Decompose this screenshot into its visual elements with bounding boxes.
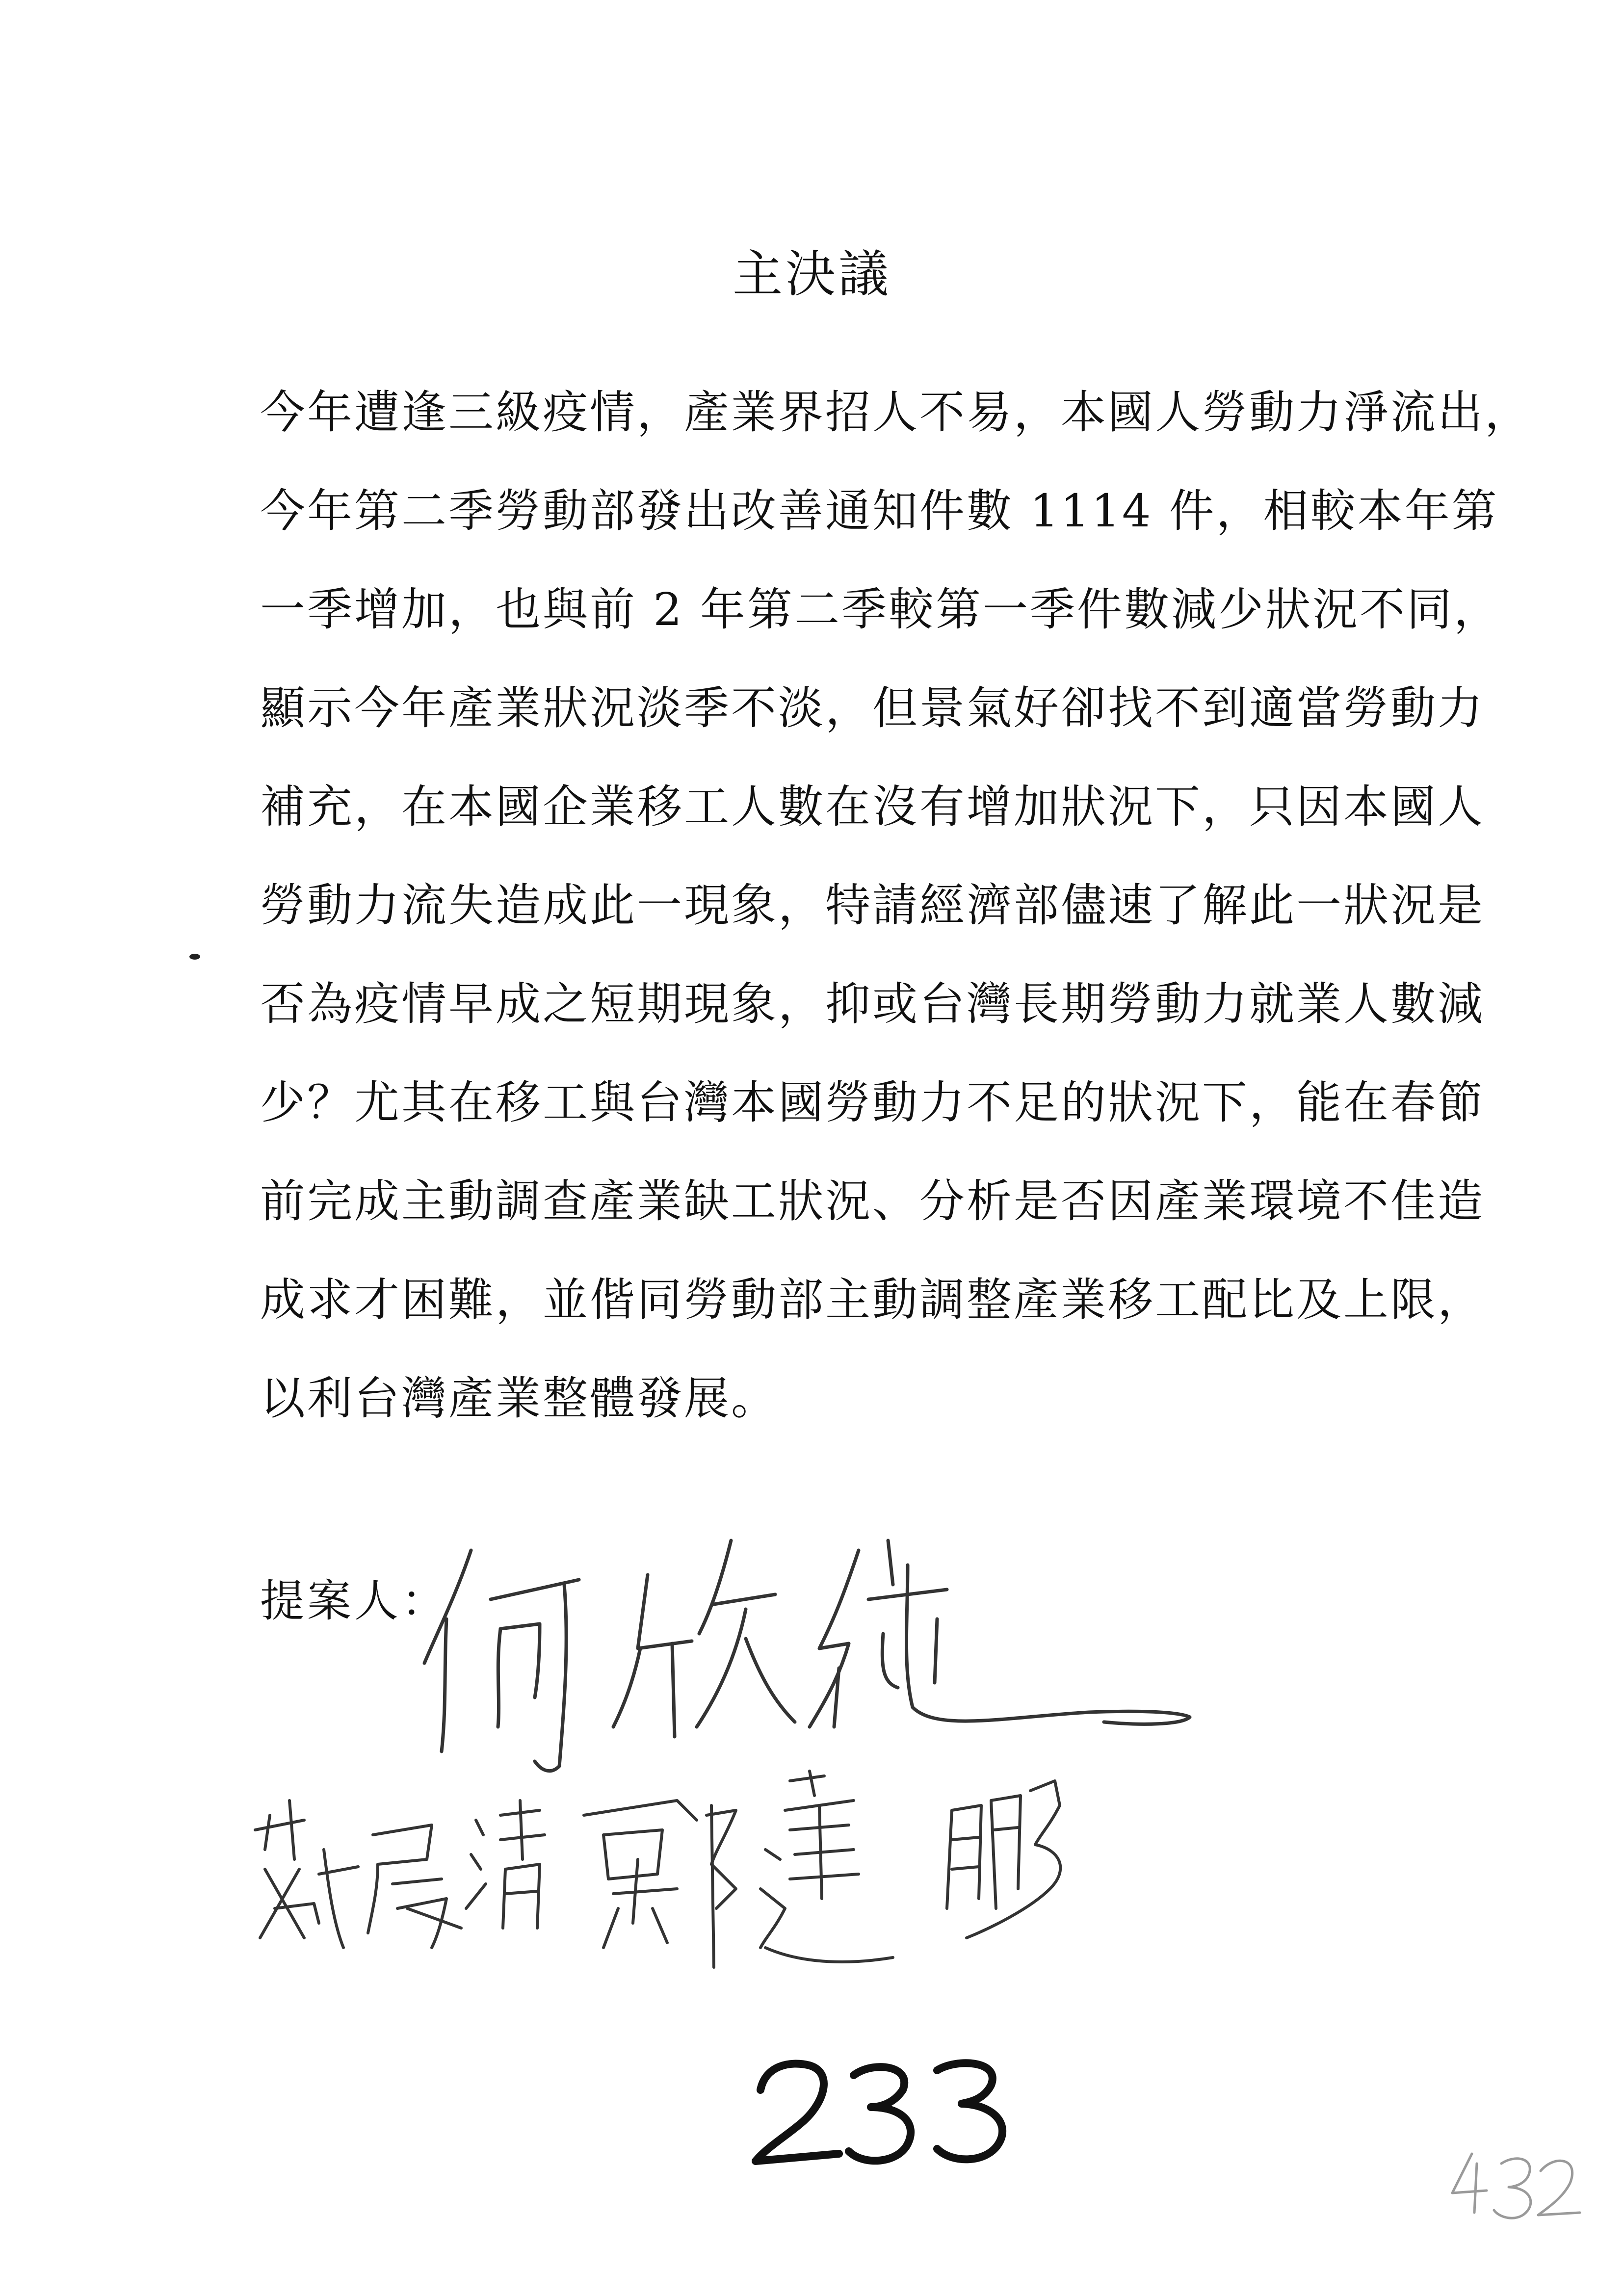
handwritten-signature-main <box>417 1521 1227 1776</box>
body-line: 顯示今年產業狀況淡季不淡，但景氣好卻找不到適當勞動力 <box>260 682 1485 734</box>
resolution-body <box>260 363 1532 1448</box>
stamp-page-number <box>1442 2144 1590 2222</box>
body-line: 少？尤其在移工與台灣本國勞動力不足的狀況下，能在春節 <box>260 1076 1485 1129</box>
body-line: 一季增加，也與前 2 年第二季較第一季件數減少狀況不同， <box>260 583 1501 636</box>
body-line: 否為疫情早成之短期現象，抑或台灣長期勞動力就業人數減 <box>260 978 1485 1030</box>
handwritten-page-number <box>746 2051 1021 2173</box>
handwritten-signature-cosigners <box>245 1761 1079 2036</box>
document-title: 主決議 <box>733 245 891 304</box>
body-line: 今年第二季勞動部發出改善通知件數 1114 件，相較本年第 <box>260 485 1499 537</box>
body-line: 以利台灣產業整體發展。 <box>260 1372 779 1425</box>
scan-speck <box>189 954 200 960</box>
body-line: 勞動力流失造成此一現象，特請經濟部儘速了解此一狀況是 <box>260 879 1485 932</box>
body-line: 前完成主動調查產業缺工狀況、分析是否因產業環境不佳造 <box>260 1175 1485 1227</box>
body-line: 成求才困難，並偕同勞動部主動調整產業移工配比及上限， <box>260 1274 1485 1326</box>
body-line: 補充，在本國企業移工人數在沒有增加狀況下，只因本國人 <box>260 781 1485 833</box>
body-line: 今年遭逢三級疫情，產業界招人不易，本國人勞動力淨流出， <box>260 386 1532 439</box>
proposer-label: 提案人： <box>260 1575 448 1627</box>
